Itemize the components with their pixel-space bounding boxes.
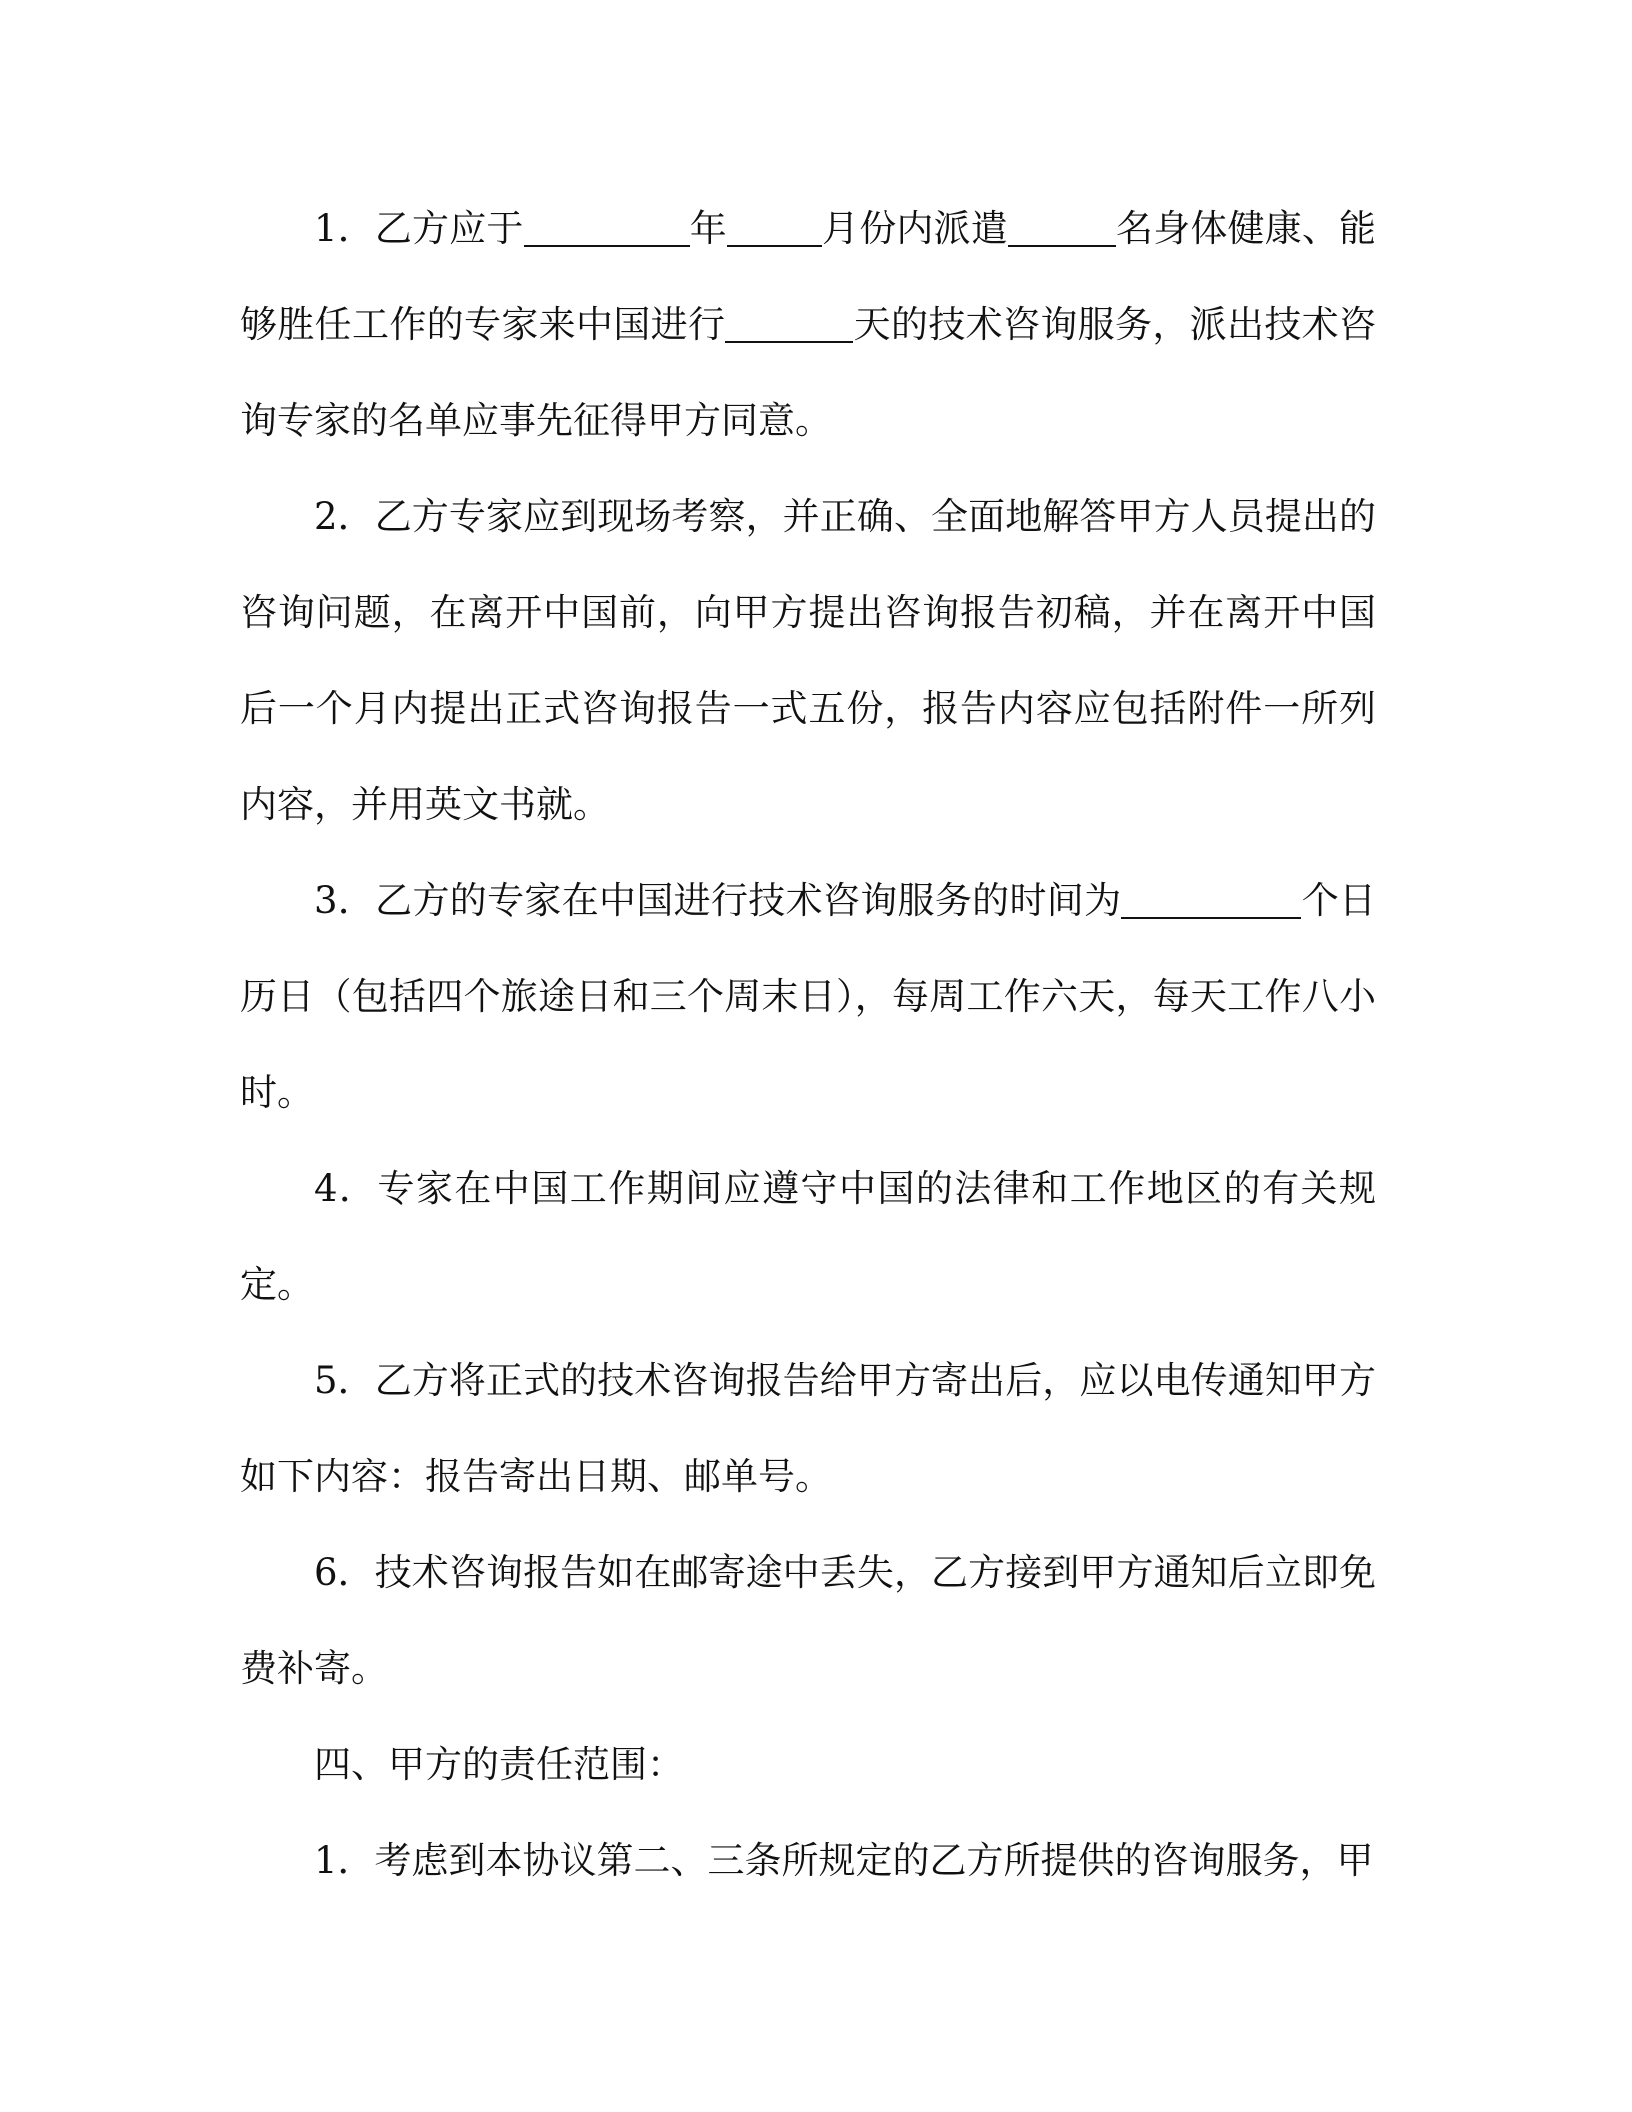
section-4-clause-1 — [240, 1813, 1376, 1909]
blank-month — [727, 244, 822, 247]
clause-3-number: 3． — [314, 879, 376, 922]
blank-calendar-days — [1121, 916, 1301, 919]
clause-4-number: 4． — [314, 1167, 378, 1210]
clause-5-number: 5． — [314, 1359, 375, 1402]
clause-3-text-b: 个日历日（包括四个旅途日和三个周末日），每周工作六天，每天工作八小时。 — [240, 879, 1377, 1114]
clause-5 — [240, 1333, 1376, 1525]
clause-1-text-b: 年 — [689, 207, 727, 250]
blank-days — [725, 340, 853, 343]
section-4-clause-1-number: 1． — [314, 1839, 375, 1882]
section-heading: 四、甲方的责任范围： — [314, 1743, 684, 1786]
blank-expert-count — [1008, 244, 1116, 247]
clause-6-number: 6． — [314, 1551, 375, 1594]
clause-2 — [240, 469, 1376, 853]
clause-6 — [240, 1525, 1376, 1717]
clause-3-text-a: 乙方的专家在中国进行技术咨询服务的时间为 — [375, 879, 1122, 922]
clause-2-number: 2． — [314, 495, 375, 538]
clause-1 — [240, 181, 1376, 469]
clause-1-text-c: 月份内派遣 — [821, 207, 1008, 250]
clause-1-text-d: 名身体健康、能够胜任工作的专家来中国进行 — [240, 207, 1377, 346]
clause-3 — [240, 853, 1376, 1141]
clause-4 — [240, 1141, 1376, 1333]
clause-2-text: 乙方专家应到现场考察，并正确、全面地解答甲方人员提出的咨询问题，在离开中国前，向甲方提出咨询报告初稿，并在离开中国后一个月内提出正式咨询报告一式五份，报告内容应包括附件一所列内容，并用英文书就。 — [240, 495, 1376, 826]
blank-year — [524, 244, 690, 247]
clause-6-text: 技术咨询报告如在邮寄途中丢失，乙方接到甲方通知后立即免费补寄。 — [240, 1551, 1376, 1690]
clause-5-text: 乙方将正式的技术咨询报告给甲方寄出后，应以电传通知甲方如下内容：报告寄出日期、邮单号。 — [240, 1359, 1376, 1498]
section-4-clause-1-text: 考虑到本协议第二、三条所规定的乙方所提供的咨询服务，甲 — [374, 1839, 1374, 1882]
document-page — [240, 181, 1376, 1909]
clause-1-text-a: 乙方应于 — [374, 207, 524, 250]
clause-4-text: 专家在中国工作期间应遵守中国的法律和工作地区的有关规定。 — [240, 1167, 1376, 1306]
clause-1-number: 1． — [314, 207, 375, 250]
clause-1-text-e: 天的技术咨询服务，派出技术咨询专家的名单应事先征得甲方同意。 — [240, 303, 1377, 442]
